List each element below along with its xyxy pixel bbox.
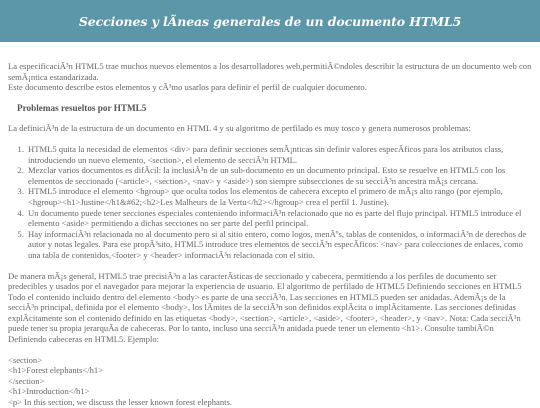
list-item: 4. Un documento puede tener secciones especiales conteniendo informaciÃ³n relacionado que no es parte del flujo principal. HTML5 introduce el elemento <aside> permitiendo a dichas secciones no ser parte del perfil principal. xyxy=(26,208,532,229)
list-item: 3. HTML5 introduce el elemento <hgroup> que oculta todos los elementos de cabecera excepto el primero de mÃ¡s alto rango (por ejemplo, <hgroup><h1>Justine</h1&#62;<h2>Les Malheurs de la Vertu</h2></hgroup> crea el perfil 1. Justine). xyxy=(26,186,532,207)
section-heading: Problemas resueltos por HTML5 xyxy=(17,102,147,113)
problems-list xyxy=(8,144,532,261)
code-line: <p> In this section, we discuss the lesser known forest elephants. xyxy=(8,397,233,408)
list-item: 2. Mezclar varios documentos es difÃcil: la inclusiÃ³n de un sub-documento en un documento principal. Esto se resuelve en HTML5 con los elementos de seccionado (<article>, <section>, <nav> y <aside>) son siempre subsecciones de su secciÃ³n ancestra mÃ¡s cercana. xyxy=(26,165,532,186)
title-banner xyxy=(0,0,540,42)
code-line: <h1>Introduction</h1> xyxy=(8,386,90,397)
code-line: </section> xyxy=(8,375,45,386)
code-line: <h1>Forest elephants</h1> xyxy=(8,365,104,376)
lead-paragraph: La definiciÃ³n de la estructura de un documento en HTML 4 y su algoritmo de perfilado es muy tosco y genera numerosos problemas: xyxy=(8,123,471,134)
article-body xyxy=(8,61,532,408)
list-item: 1. HTML5 quita la necesidad de elementos <div> para definir secciones semÃ¡nticas sin definir valores especÃficos para los atributos class, introduciendo un nuevo elemento, <section>, el elemento de secciÃ³n HTML. xyxy=(26,144,532,165)
code-example xyxy=(8,355,532,408)
intro-line-2: Este documento describe estos elementos y cÃ³mo usarlos para definir el perfil de cualquier documento. xyxy=(8,82,367,93)
intro-line-1: La especificaciÃ³n HTML5 trae muchos nuevos elementos a los desarrolladores web,permitiÃ©ndoles describir la estructura de un documento web con semÃ¡ntica estandarizada. xyxy=(8,61,532,82)
page-title: Secciones y lÃneas generales de un documento HTML5 xyxy=(78,13,462,29)
code-line: <section> xyxy=(8,354,43,365)
list-item: 5. Hay informaciÃ³n relacionada no al documento pero si al sitio entero, como logos, menÃºs, tablas de contenidos, o informaciÃ³n de derechos de autor y notas legales. Para ese propÃ³sito, HTML5 introduce tres elementos de secciÃ³n especÃficos: <nav> para colecciones de enlaces, como una tabla de contenidos,<footer> y <header> informaciÃ³n relacionada con el sitio. xyxy=(26,229,532,261)
summary-paragraph: De manera mÃ¡s general, HTML5 trae precisiÃ³n a las caracterÃsticas de seccionado y cabecera, permitiendo a los perfiles de documento ser predecibles y usados por el navegador para mejorar la experiencia de usuario. El algoritmo de perfilado de HTML5 Definiendo secciones en HTML5 Todo el contenido incluido dentro del elemento <body> es parte de una secciÃ³n. Las secciones en HTML5 pueden ser anidadas. AdemÃ¡s de la secciÃ³n principal, definida por el elemento <body>, los lÃmites de la secciÃ³n son definidos explÃcita o implÃcitamente. Las secciones definidas explÃcitamente son el contenido definido en las etiquetas <body>, <section>, <article>, <aside>, <footer>, <header>, y <nav>. Nota: Cada secciÃ³n puede tener su propia jerarquÃa de cabeceras. Por lo tanto, incluso una secciÃ³n anidada puede tener un elemento <h1>. Consulte tambiÃ©n Definiendo cabeceras en HTML5. Ejemplo: xyxy=(8,270,522,345)
intro-paragraph xyxy=(8,61,532,93)
